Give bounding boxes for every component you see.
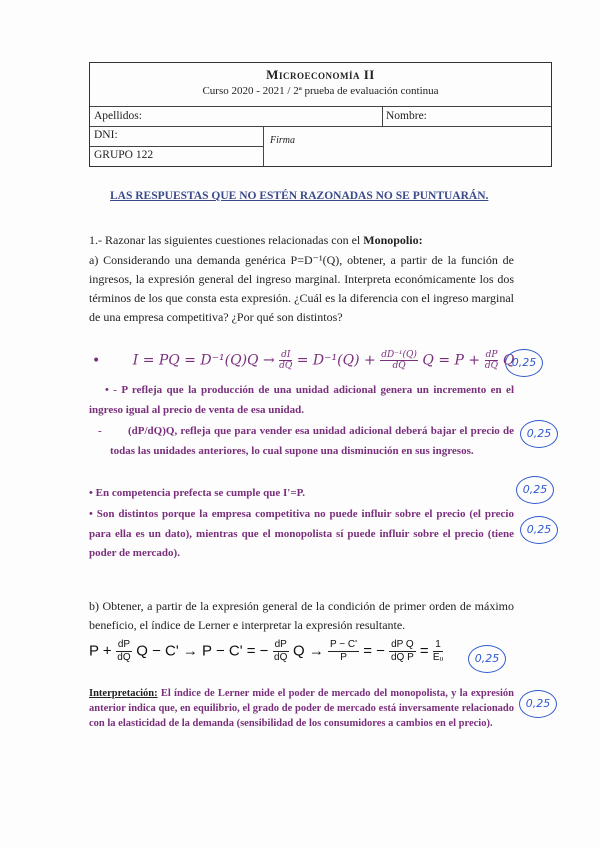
firma-label: Firma (270, 135, 295, 146)
header-box (89, 62, 552, 167)
score-mark: 0,25 (468, 645, 506, 673)
marginal-income-formula: • I = PQ = D⁻¹(Q)Q → $\frac{dI}{dQ} = D^{-1}(Q)$ + $\frac{\text{dD⁻¹(Q)}}{dQ}$ Q = P + $\frac{dP}{dQ}$ Q (92, 350, 515, 371)
answer-3: • En competencia prefecta se cumple que I'=P. (89, 487, 306, 499)
lerner-formula: P + $\frac{dP}{dQ}$ Q − C' → P − C' = − $\frac{dP}{dQ}$ Q → $\frac{P - C'}{P}$ = − $\frac{\text{dP Q}}{\text{dQ P}}$ = $\frac{1}{\text{Eᵤ}}$ (89, 639, 444, 663)
apellidos-label: Apellidos: (94, 110, 142, 122)
score-mark: 0,25 (505, 349, 543, 377)
answer-2: - (dP/dQ)Q, refleja que para vender esa unidad adicional deberá bajar el precio de todas las unidades anteriores, lo cual supone una disminución en sus ingresos. (98, 425, 514, 457)
grupo-label: GRUPO 122 (94, 149, 154, 161)
answer-4: • Son distintos porque la empresa competitiva no puede influir sobre el precio (el precio para ella es un dato), mientras que el monopolista sí puede influir sobre el precio (tiene poder de mercado). (89, 508, 514, 559)
nombre-label: Nombre: (386, 110, 427, 122)
question-1-topic: Monopolio: (363, 233, 423, 247)
dni-label: DNI: (94, 129, 118, 141)
question-1a-text: a) Considerando una demanda genérica P=D⁻¹(Q), obtener, a partir de la función de ingresos, la expresión general del ingreso marginal. Interpreta económicamente los dos términos de los que consta esta expresión. ¿Cuál es la diferencia con el ingreso marginal de una empresa competitiva? ¿Por qué son distintos? (89, 253, 514, 324)
course-subtitle: Curso 2020 - 2021 / 2ª prueba de evaluación continua (202, 85, 439, 97)
question-1-intro-text: 1.- Razonar las siguientes cuestiones relacionadas con el (89, 233, 364, 247)
score-mark: 0,25 (519, 690, 557, 718)
score-mark: 0,25 (520, 516, 558, 544)
notice-heading: LAS RESPUESTAS QUE NO ESTÉN RAZONADAS NO SE PUNTUARÁN. (110, 190, 489, 202)
question-1-intro (89, 231, 514, 250)
interpretation-label: Interpretación: (89, 688, 158, 699)
answer-1: • - P refleja que la producción de una unidad adicional genera un incremento en el ingreso igual al precio de venta de esa unidad. (89, 384, 514, 416)
score-mark: 0,25 (520, 420, 558, 448)
score-mark: 0,25 (516, 476, 554, 504)
lerner-interpretation: Interpretación: El índice de Lerner mide el poder de mercado del monopolista, y la expresión anterior indica que, en equilibrio, el grado de poder de mercado está inversamente relacionado con la elasticidad de la demanda (sensibilidad de los consumidores a cambios en el precio). (89, 688, 514, 729)
course-title: Microeconomía II (266, 67, 375, 82)
question-1b-text: b) Obtener, a partir de la expresión general de la condición de primer orden de máximo beneficio, el índice de Lerner e interpretar la expresión resultante. (89, 599, 514, 632)
